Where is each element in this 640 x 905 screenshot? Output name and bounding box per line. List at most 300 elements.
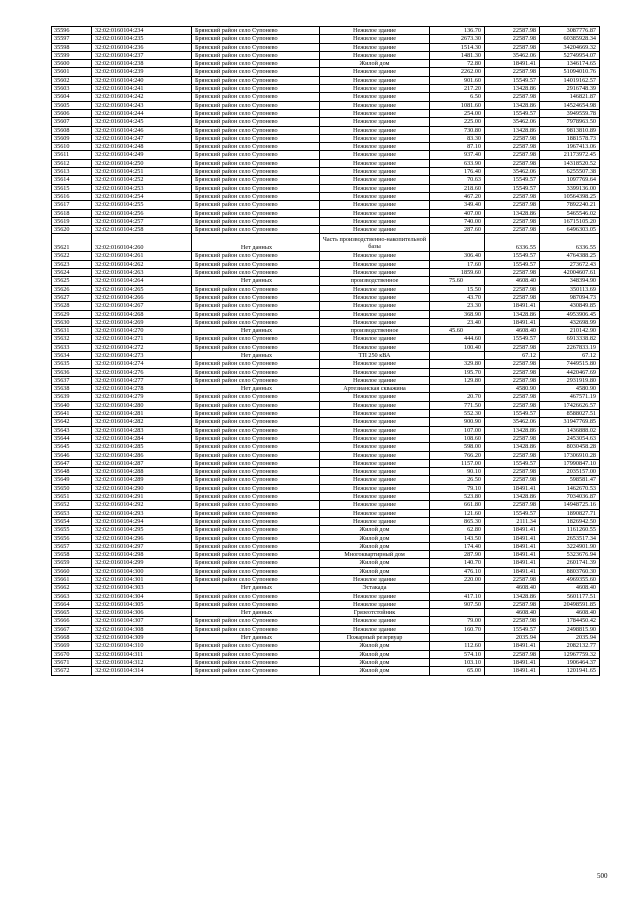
object-type-cell: ТП 250 кВА	[320, 351, 430, 359]
object-type-cell: Эстакада	[320, 584, 430, 592]
table-row	[52, 434, 600, 442]
cadastral-value-cell: 6255507.38	[540, 168, 600, 176]
cadastral-number-cell: 32:02:0160104:246	[92, 126, 192, 134]
object-type-cell: Нежилое здание	[320, 43, 430, 51]
address-cell: Нет данных	[192, 327, 320, 335]
cadastral-number-cell: 32:02:0160104:279	[92, 393, 192, 401]
cadastral-value-cell: 4420467.69	[540, 368, 600, 376]
cadastral-number-cell: 32:02:0160104:253	[92, 184, 192, 192]
cadastral-value-cell: 210142.90	[540, 327, 600, 335]
area-cell: 907.50	[430, 600, 485, 608]
cadastral-value-cell: 4608.40	[540, 609, 600, 617]
object-type-cell: Нежилое здание	[320, 151, 430, 159]
cadastral-number-cell: 32:02:0160104:274	[92, 360, 192, 368]
row-number-cell: 35661	[52, 576, 92, 584]
cadastral-number-cell: 32:02:0160104:314	[92, 667, 192, 675]
area-cell: 225.00	[430, 118, 485, 126]
row-number-cell: 35658	[52, 551, 92, 559]
specific-value-cell: 35462.06	[485, 168, 540, 176]
object-type-cell: Нежилое здание	[320, 192, 430, 200]
row-number-cell: 35629	[52, 310, 92, 318]
area-cell: 1859.60	[430, 269, 485, 277]
table-row	[52, 517, 600, 525]
table-row	[52, 343, 600, 351]
area-cell: 523.80	[430, 493, 485, 501]
address-cell: Брянский район село Супонево	[192, 517, 320, 525]
table-row	[52, 184, 600, 192]
address-cell: Брянский район село Супонево	[192, 658, 320, 666]
cadastral-number-cell: 32:02:0160104:290	[92, 484, 192, 492]
object-type-cell: производственное	[320, 327, 430, 335]
table-row	[52, 368, 600, 376]
cadastral-number-cell: 32:02:0160104:287	[92, 459, 192, 467]
specific-value-cell: 22587.98	[485, 159, 540, 167]
address-cell: Брянский район село Супонево	[192, 426, 320, 434]
cadastral-value-cell: 17306910.28	[540, 451, 600, 459]
object-type-cell: Нежилое здание	[320, 201, 430, 209]
object-type-cell: Нежилое здание	[320, 418, 430, 426]
area-cell: 83.30	[430, 134, 485, 142]
object-type-cell: Нежилое здание	[320, 476, 430, 484]
row-number-cell: 35644	[52, 434, 92, 442]
object-type-cell: Нежилое здание	[320, 592, 430, 600]
cadastral-value-cell: 1890827.71	[540, 509, 600, 517]
table-row	[52, 484, 600, 492]
object-type-cell: Нежилое здание	[320, 459, 430, 467]
table-row	[52, 360, 600, 368]
cadastral-number-cell: 32:02:0160104:292	[92, 501, 192, 509]
row-number-cell: 35602	[52, 76, 92, 84]
area-cell: 937.40	[430, 151, 485, 159]
area-cell: 1157.00	[430, 459, 485, 467]
specific-value-cell: 13428.86	[485, 443, 540, 451]
table-row	[52, 226, 600, 234]
object-type-cell: Жилой дом	[320, 542, 430, 550]
row-number-cell: 35615	[52, 184, 92, 192]
cadastral-number-cell: 32:02:0160104:248	[92, 143, 192, 151]
address-cell: Нет данных	[192, 634, 320, 642]
area-cell	[430, 584, 485, 592]
object-type-cell: Нежилое здание	[320, 35, 430, 43]
row-number-cell: 35626	[52, 285, 92, 293]
specific-value-cell: 22587.98	[485, 269, 540, 277]
area-cell: 633.90	[430, 159, 485, 167]
cadastral-number-cell: 32:02:0160104:254	[92, 192, 192, 200]
cadastral-value-cell: 42004607.61	[540, 269, 600, 277]
cadastral-value-cell: 14318520.52	[540, 159, 600, 167]
table-row	[52, 501, 600, 509]
specific-value-cell: 22587.98	[485, 451, 540, 459]
specific-value-cell: 15549.57	[485, 625, 540, 633]
area-cell: 349.40	[430, 201, 485, 209]
specific-value-cell: 22587.98	[485, 201, 540, 209]
table-row	[52, 269, 600, 277]
cadastral-number-cell: 32:02:0160104:305	[92, 600, 192, 608]
specific-value-cell: 18491.41	[485, 542, 540, 550]
area-cell: 865.30	[430, 517, 485, 525]
specific-value-cell: 18491.41	[485, 484, 540, 492]
cadastral-number-cell: 32:02:0160104:295	[92, 526, 192, 534]
row-number-cell: 35641	[52, 410, 92, 418]
cadastral-value-cell: 52749954.07	[540, 51, 600, 59]
cadastral-number-cell: 32:02:0160104:288	[92, 468, 192, 476]
table-row	[52, 351, 600, 359]
cadastral-number-cell: 32:02:0160104:242	[92, 93, 192, 101]
table-row	[52, 634, 600, 642]
specific-value-cell: 13428.86	[485, 209, 540, 217]
table-row	[52, 393, 600, 401]
address-cell: Брянский район село Супонево	[192, 343, 320, 351]
row-number-cell: 35632	[52, 335, 92, 343]
table-row	[52, 567, 600, 575]
cadastral-number-cell: 32:02:0160104:249	[92, 151, 192, 159]
cadastral-number-cell: 32:02:0160104:298	[92, 551, 192, 559]
specific-value-cell: 22587.98	[485, 151, 540, 159]
cadastral-number-cell: 32:02:0160104:301	[92, 576, 192, 584]
specific-value-cell: 18491.41	[485, 526, 540, 534]
cadastral-value-cell: 14524654.98	[540, 101, 600, 109]
object-type-cell: Нежилое здание	[320, 143, 430, 151]
object-type-cell: Нежилое здание	[320, 85, 430, 93]
address-cell: Брянский район село Супонево	[192, 551, 320, 559]
row-number-cell: 35604	[52, 93, 92, 101]
specific-value-cell: 22587.98	[485, 226, 540, 234]
cadastral-value-cell: 2453054.63	[540, 434, 600, 442]
cadastral-number-cell: 32:02:0160104:276	[92, 368, 192, 376]
area-cell: 218.60	[430, 184, 485, 192]
table-row	[52, 118, 600, 126]
cadastral-value-cell: 10564398.25	[540, 192, 600, 200]
address-cell: Брянский район село Супонево	[192, 576, 320, 584]
address-cell: Брянский район село Супонево	[192, 434, 320, 442]
specific-value-cell: 15549.57	[485, 509, 540, 517]
object-type-cell: Нежилое здание	[320, 335, 430, 343]
cadastral-value-cell: 2601741.39	[540, 559, 600, 567]
cadastral-value-cell: 16715105.20	[540, 217, 600, 225]
row-number-cell: 35596	[52, 27, 92, 35]
area-cell: 287.90	[430, 551, 485, 559]
address-cell: Брянский район село Супонево	[192, 134, 320, 142]
row-number-cell: 35667	[52, 625, 92, 633]
cadastral-value-cell: 4764388.25	[540, 252, 600, 260]
object-type-cell: Нежилое здание	[320, 410, 430, 418]
address-cell: Брянский район село Супонево	[192, 418, 320, 426]
address-cell: Брянский район село Супонево	[192, 401, 320, 409]
object-type-cell: Нежилое здание	[320, 517, 430, 525]
object-type-cell: Нежилое здание	[320, 168, 430, 176]
cadastral-number-cell: 32:02:0160104:303	[92, 584, 192, 592]
table-row	[52, 600, 600, 608]
object-type-cell: Нежилое здание	[320, 493, 430, 501]
row-number-cell: 35672	[52, 667, 92, 675]
object-type-cell: Пожарный резервуар	[320, 634, 430, 642]
address-cell: Брянский район село Супонево	[192, 51, 320, 59]
row-number-cell: 35627	[52, 293, 92, 301]
cadastral-value-cell: 60385928.34	[540, 35, 600, 43]
cadastral-value-cell: 598581.47	[540, 476, 600, 484]
table-row	[52, 542, 600, 550]
table-row	[52, 85, 600, 93]
specific-value-cell: 22587.98	[485, 476, 540, 484]
specific-value-cell: 15549.57	[485, 76, 540, 84]
row-number-cell: 35630	[52, 318, 92, 326]
cadastral-value-cell: 2498815.90	[540, 625, 600, 633]
specific-value-cell: 13428.86	[485, 85, 540, 93]
row-number-cell: 35610	[52, 143, 92, 151]
area-cell: 136.70	[430, 27, 485, 35]
cadastral-number-cell: 32:02:0160104:280	[92, 401, 192, 409]
row-number-cell: 35623	[52, 260, 92, 268]
row-number-cell: 35619	[52, 217, 92, 225]
cadastral-value-cell: 5601177.51	[540, 592, 600, 600]
cadastral-number-cell: 32:02:0160104:307	[92, 617, 192, 625]
specific-value-cell: 4608.40	[485, 584, 540, 592]
specific-value-cell: 18491.41	[485, 642, 540, 650]
address-cell: Брянский район село Супонево	[192, 642, 320, 650]
area-cell: 2673.30	[430, 35, 485, 43]
row-number-cell: 35608	[52, 126, 92, 134]
object-type-cell: Грязеотстойник	[320, 609, 430, 617]
cadastral-value-cell: 1826942.50	[540, 517, 600, 525]
cadastral-number-cell: 32:02:0160104:238	[92, 60, 192, 68]
address-cell: Нет данных	[192, 234, 320, 252]
address-cell: Брянский район село Супонево	[192, 360, 320, 368]
row-number-cell: 35617	[52, 201, 92, 209]
area-cell	[430, 351, 485, 359]
cadastral-number-cell: 32:02:0160104:308	[92, 625, 192, 633]
address-cell: Брянский район село Супонево	[192, 451, 320, 459]
table-row	[52, 134, 600, 142]
object-type-cell: Многоквартирный дом	[320, 551, 430, 559]
row-number-cell: 35614	[52, 176, 92, 184]
address-cell: Брянский район село Супонево	[192, 109, 320, 117]
cadastral-value-cell: 3087776.87	[540, 27, 600, 35]
row-number-cell: 35639	[52, 393, 92, 401]
row-number-cell: 35665	[52, 609, 92, 617]
cadastral-number-cell: 32:02:0160104:260	[92, 234, 192, 252]
specific-value-cell: 15549.57	[485, 335, 540, 343]
address-cell: Брянский район село Супонево	[192, 176, 320, 184]
area-cell: 1481.30	[430, 51, 485, 59]
area-cell: 771.50	[430, 401, 485, 409]
address-cell: Брянский район село Супонево	[192, 493, 320, 501]
cadastral-number-cell: 32:02:0160104:264	[92, 277, 192, 285]
area-cell	[430, 234, 485, 252]
address-cell: Брянский район село Супонево	[192, 501, 320, 509]
area-cell: 26.50	[430, 476, 485, 484]
cadastral-value-cell: 4953906.45	[540, 310, 600, 318]
area-cell: 108.60	[430, 434, 485, 442]
cadastral-number-cell: 32:02:0160104:272	[92, 343, 192, 351]
row-number-cell: 35599	[52, 51, 92, 59]
object-type-cell: Нежилое здание	[320, 310, 430, 318]
table-row	[52, 168, 600, 176]
row-number-cell: 35651	[52, 493, 92, 501]
row-number-cell: 35647	[52, 459, 92, 467]
row-number-cell: 35625	[52, 277, 92, 285]
row-number-cell: 35600	[52, 60, 92, 68]
table-row	[52, 327, 600, 335]
address-cell: Брянский район село Супонево	[192, 293, 320, 301]
area-cell: 20.70	[430, 393, 485, 401]
area-cell: 17.60	[430, 260, 485, 268]
address-cell: Брянский район село Супонево	[192, 184, 320, 192]
address-cell: Брянский район село Супонево	[192, 168, 320, 176]
object-type-cell: Жилой дом	[320, 642, 430, 650]
cadastral-value-cell: 17990847.10	[540, 459, 600, 467]
area-cell: 368.90	[430, 310, 485, 318]
specific-value-cell: 22587.98	[485, 576, 540, 584]
registry-sheet	[51, 26, 599, 676]
cadastral-value-cell: 5323676.94	[540, 551, 600, 559]
table-row	[52, 534, 600, 542]
table-row	[52, 159, 600, 167]
table-row	[52, 658, 600, 666]
cadastral-number-cell: 32:02:0160104:297	[92, 542, 192, 550]
cadastral-number-cell: 32:02:0160104:299	[92, 559, 192, 567]
object-type-cell: Нежилое здание	[320, 184, 430, 192]
area-cell: 43.70	[430, 293, 485, 301]
address-cell: Брянский район село Супонево	[192, 368, 320, 376]
area-cell: 143.50	[430, 534, 485, 542]
specific-value-cell: 22587.98	[485, 93, 540, 101]
address-cell: Брянский район село Супонево	[192, 310, 320, 318]
object-type-cell: Жилой дом	[320, 650, 430, 658]
specific-value-cell: 15549.57	[485, 260, 540, 268]
area-cell: 90.10	[430, 468, 485, 476]
cadastral-value-cell: 1462670.53	[540, 484, 600, 492]
cadastral-value-cell: 348394.90	[540, 277, 600, 285]
row-number-cell: 35663	[52, 592, 92, 600]
row-number-cell: 35660	[52, 567, 92, 575]
address-cell: Брянский район село Супонево	[192, 459, 320, 467]
cadastral-value-cell: 7034036.87	[540, 493, 600, 501]
address-cell: Брянский район село Супонево	[192, 252, 320, 260]
row-number-cell: 35635	[52, 360, 92, 368]
cadastral-value-cell: 17426626.57	[540, 401, 600, 409]
object-type-cell: Артезианская скважина	[320, 385, 430, 393]
address-cell: Брянский район село Супонево	[192, 93, 320, 101]
cadastral-value-cell: 2267833.19	[540, 343, 600, 351]
area-cell: 287.60	[430, 226, 485, 234]
address-cell: Брянский район село Супонево	[192, 526, 320, 534]
cadastral-number-cell: 32:02:0160104:273	[92, 351, 192, 359]
specific-value-cell: 13428.86	[485, 493, 540, 501]
specific-value-cell: 18491.41	[485, 559, 540, 567]
area-cell: 65.00	[430, 667, 485, 675]
object-type-cell: Нежилое здание	[320, 93, 430, 101]
cadastral-value-cell: 2082132.77	[540, 642, 600, 650]
table-row	[52, 201, 600, 209]
specific-value-cell: 22587.98	[485, 192, 540, 200]
cadastral-number-cell: 32:02:0160104:277	[92, 376, 192, 384]
table-row	[52, 310, 600, 318]
specific-value-cell: 18491.41	[485, 302, 540, 310]
cadastral-value-cell: 1906464.37	[540, 658, 600, 666]
address-cell: Брянский район село Супонево	[192, 260, 320, 268]
table-row	[52, 335, 600, 343]
address-cell: Брянский район село Супонево	[192, 667, 320, 675]
specific-value-cell: 15549.57	[485, 252, 540, 260]
cadastral-number-cell: 32:02:0160104:281	[92, 410, 192, 418]
object-type-cell: Жилой дом	[320, 658, 430, 666]
address-cell: Брянский район село Супонево	[192, 534, 320, 542]
cadastral-value-cell: 6336.55	[540, 234, 600, 252]
specific-value-cell: 4580.90	[485, 385, 540, 393]
object-type-cell: Нежилое здание	[320, 76, 430, 84]
table-row	[52, 109, 600, 117]
cadastral-number-cell: 32:02:0160104:304	[92, 592, 192, 600]
table-row	[52, 410, 600, 418]
registry-table-body	[52, 27, 600, 676]
cadastral-number-cell: 32:02:0160104:266	[92, 293, 192, 301]
row-number-cell: 35637	[52, 376, 92, 384]
cadastral-value-cell: 8030458.28	[540, 443, 600, 451]
row-number-cell: 35668	[52, 634, 92, 642]
cadastral-number-cell: 32:02:0160104:284	[92, 434, 192, 442]
table-row	[52, 209, 600, 217]
table-row	[52, 426, 600, 434]
table-row	[52, 176, 600, 184]
specific-value-cell: 18491.41	[485, 318, 540, 326]
cadastral-value-cell: 1161260.55	[540, 526, 600, 534]
table-row	[52, 476, 600, 484]
area-cell: 160.70	[430, 625, 485, 633]
area-cell: 72.80	[430, 60, 485, 68]
object-type-cell: Нежилое здание	[320, 293, 430, 301]
cadastral-number-cell: 32:02:0160104:267	[92, 302, 192, 310]
address-cell: Брянский район село Супонево	[192, 201, 320, 209]
table-row	[52, 302, 600, 310]
address-cell: Брянский район село Супонево	[192, 484, 320, 492]
specific-value-cell: 18491.41	[485, 551, 540, 559]
row-number-cell: 35648	[52, 468, 92, 476]
cadastral-number-cell: 32:02:0160104:240	[92, 76, 192, 84]
specific-value-cell: 22587.98	[485, 285, 540, 293]
address-cell: Брянский район село Супонево	[192, 126, 320, 134]
area-cell: 766.20	[430, 451, 485, 459]
object-type-cell: Нежилое здание	[320, 101, 430, 109]
table-row	[52, 418, 600, 426]
table-row	[52, 559, 600, 567]
row-number-cell: 35603	[52, 85, 92, 93]
row-number-cell: 35657	[52, 542, 92, 550]
cadastral-value-cell: 2653517.34	[540, 534, 600, 542]
table-row	[52, 192, 600, 200]
cadastral-number-cell: 32:02:0160104:300	[92, 567, 192, 575]
area-cell: 407.00	[430, 209, 485, 217]
specific-value-cell: 22587.98	[485, 35, 540, 43]
cadastral-number-cell: 32:02:0160104:262	[92, 260, 192, 268]
area-cell: 100.40	[430, 343, 485, 351]
cadastral-number-cell: 32:02:0160104:263	[92, 269, 192, 277]
area-cell: 730.80	[430, 126, 485, 134]
object-type-cell: Нежилое здание	[320, 368, 430, 376]
row-number-cell: 35616	[52, 192, 92, 200]
cadastral-value-cell: 20498591.85	[540, 600, 600, 608]
cadastral-value-cell: 31947769.85	[540, 418, 600, 426]
address-cell: Брянский район село Супонево	[192, 101, 320, 109]
address-cell: Брянский район село Супонево	[192, 559, 320, 567]
specific-value-cell: 13428.86	[485, 126, 540, 134]
cadastral-number-cell: 32:02:0160104:244	[92, 109, 192, 117]
row-number-cell: 35598	[52, 43, 92, 51]
specific-value-cell: 13428.86	[485, 310, 540, 318]
row-number-cell: 35656	[52, 534, 92, 542]
address-cell: Брянский район село Супонево	[192, 217, 320, 225]
specific-value-cell: 4608.40	[485, 609, 540, 617]
area-cell: 306.40	[430, 252, 485, 260]
